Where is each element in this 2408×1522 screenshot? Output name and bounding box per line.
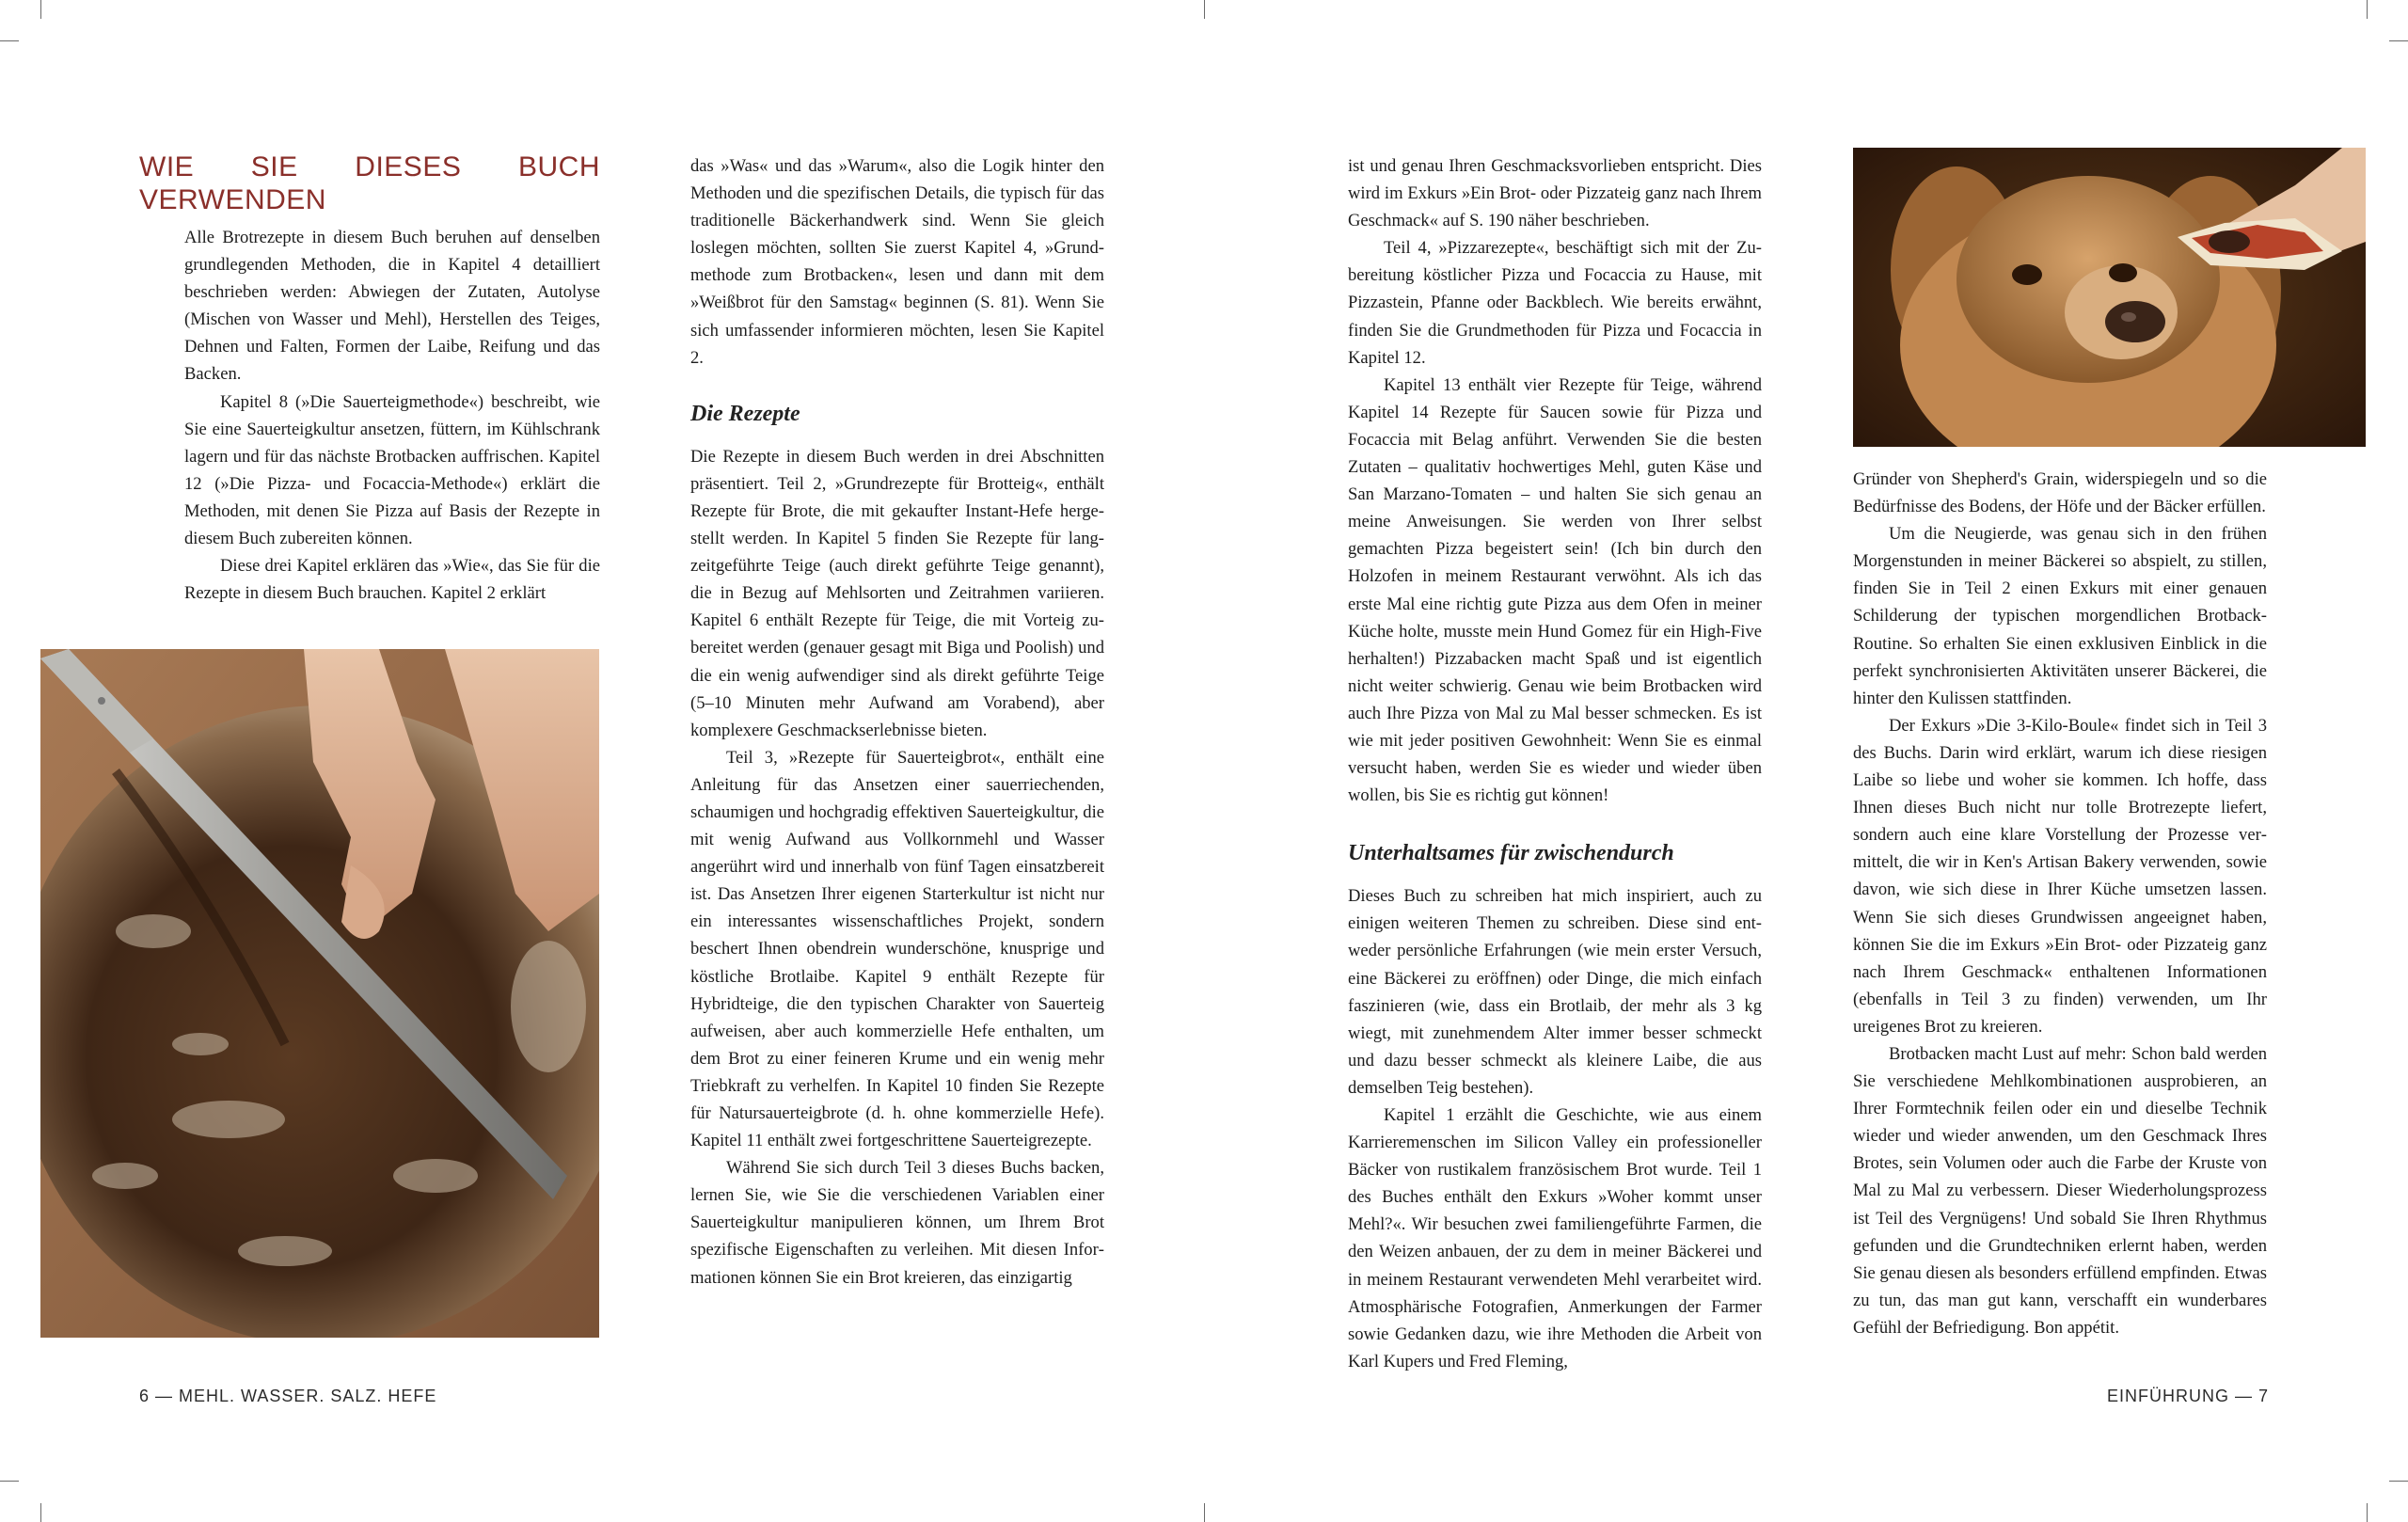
right-column-4: [1853, 466, 2267, 1341]
paragraph: ist und genau Ihren Geschmacksvorlieben entspricht. Dies wird im Exkurs »Ein Brot- oder Pizzateig ganz nach Ihrem Geschmack« auf S. 190 näher beschrieben.: [1348, 156, 1762, 231]
left-column-1: [139, 151, 600, 607]
paragraph: Kapitel 13 enthält vier Rezepte für Teige, während Kapitel 14 Rezepte für Saucen sowie für Pizza und Focaccia mit Belag anführt. Verwenden Sie die besten Zutaten – qualitativ hochwertiges Mehl, guten Käse und San Marzano-Tomaten – und halten Sie sich genau an meine Anweisungen. Sie werden von Ihrer selbst gemachten Pizza begeistert sein! (Ich bin durch den Holzofen in meinem Restaurant verwöhnt. Als ich das erste Mal eine richtig gute Pizza aus dem Ofen in meiner Küche holte, musste mein Hund Gomez für ein High-Five herhalten!) Pizzabacken macht Spaß und ist eigentlich nicht weiter schwierig. Genau wie beim Brotbacken wird auch Ihre Pizza von Mal zu Mal besser schmecken. Es ist wie mit jeder positiven Gewohnheit: Wenn Sie es einmal versucht haben, werden Sie es wieder und wieder üben wollen, bis Sie es richtig gut können!: [1348, 374, 1762, 806]
section-heading-rezepte: Die Rezepte: [690, 401, 800, 426]
section-heading-unterhaltsames: Unterhaltsames für zwischendurch: [1348, 841, 1674, 866]
paragraph: Um die Neugierde, was genau sich in den frühen Morgenstunden in meiner Bäckerei so abspielt, zu stillen, finden Sie in Teil 2 einen Exkurs mit einer genauen Schilderung der typischen morgendlichen Brotback-Routine. So erhalten Sie einen exklusiven Einblick in die perfekt synchronisierten Aktivitäten unserer Bäckerei, die hinter den Kulissen stattfinden.: [1853, 524, 2267, 708]
paragraph: Während Sie sich durch Teil 3 dieses Buchs backen, lernen Sie, wie Sie die verschiedenen Variablen einer Sauerteigkultur manipulieren können, um Ihrem Brot spezifische Eigenschaften zu verleihen. Mit diesen Informationen können Sie ein Brot kreieren, das einzigartig: [690, 1158, 1104, 1288]
bread-cutting-photo: [40, 649, 599, 1338]
footer-left: 6 — MEHL. WASSER. SALZ. HEFE: [139, 1387, 437, 1405]
paragraph: Diese drei Kapitel erklären das »Wie«, das Sie für die Rezepte in diesem Buch brauchen. Kapitel 2 erklärt: [184, 556, 600, 604]
footer-right: EINFÜHRUNG — 7: [2106, 1387, 2269, 1405]
paragraph: Teil 4, »Pizzarezepte«, beschäftigt sich mit der Zubereitung köstlicher Pizza und Focaccia zu Hause, mit Pizzastein, Pfanne oder Backblech. Wie bereits erwähnt, finden Sie die Grundmethoden für Pizza und Focaccia in Kapitel 12.: [1348, 238, 1762, 368]
paragraph: Alle Brotrezepte in diesem Buch beruhen auf denselben grundlegenden Methoden, die in Kapitel 4 detailliert beschrieben werden: Abwiegen der Zutaten, Autolyse (Mischen von Wasser und Mehl), Herstellen des Teiges, Dehnen und Falten, Formen der Laibe, Reifung und das Backen.: [184, 228, 600, 385]
paragraph: Kapitel 8 (»Die Sauerteigmethode«) beschreibt, wie Sie eine Sauerteigkultur ansetzen, füttern, im Kühlschrank lagern und für das nächste Brotbacken auffrischen. Kapitel 12 (»Die Pizza- und Focaccia-Methode«) erklärt die Methoden, mit denen Sie Pizza auf Basis der Rezepte in diesem Buch zubereiten können.: [184, 391, 600, 549]
crop-mark: [0, 40, 19, 41]
paragraph: Der Exkurs »Die 3-Kilo-Boule« findet sich in Teil 3 des Buchs. Darin wird erklärt, warum ich diese riesigen Laibe so liebe und woher sie kommen. Ich hoffe, dass Ihnen dieses Buch nicht nur tolle Brotrezepte liefert, sondern auch eine klare Vorstellung der Prozesse vermittelt, die wir in Ken's Artisan Bakery verwenden, sowie davon, wie sich diese in Ihrer Küche umsetzen lassen. Wenn Sie sich dieses Grundwissen angeeignet haben, können Sie die im Exkurs »Ein Brot- oder Pizzateig ganz nach Ihrem Geschmack« enthaltenen Informationen (ebenfalls in Teil 3 zu finden) verwenden, um Ihr ureigenes Brot zu kreieren.: [1853, 715, 2267, 1037]
dog-pizza-photo: [1853, 148, 2366, 447]
column-1-text: [184, 224, 600, 607]
crop-mark: [1204, 1503, 1205, 1522]
paragraph: Teil 3, »Rezepte für Sauerteigbrot«, enthält eine Anleitung für das Ansetzen einer sauerriechenden, schaumigen und hochgradig effektiven Sauerteigkultur, die mit wenig Aufwand aus Vollkornmehl und Wasser angerührt wird und innerhalb von fünf Tagen einsatzbereit ist. Das Ansetzen Ihrer eigenen Starterkultur ist nicht nur ein interessantes wissenschaftliches Projekt, sondern beschert Ihnen obendrein wunderschöne, knusprige und köstliche Brotlaibe. Kapitel 9 enthält Rezepte für Hybridteige, die den typischen Charakter von Sauerteig aufweisen, aber auch kommerzielle Hefe enthalten, um dem Brot zu einer feineren Krume und ein wenig mehr Triebkraft zu verhelfen. In Kapitel 10 finden Sie Rezepte für Natursauerteigbrote (d. h. ohne kommerzielle Hefe). Kapitel 11 enthält zwei fortgeschrittene Sauerteigrezepte.: [690, 747, 1104, 1151]
right-column-3: [1348, 152, 1762, 1375]
page-heading: WIE SIE DIESES BUCH VERWENDEN: [139, 151, 600, 215]
paragraph: das »Was« und das »Warum«, also die Logik hinter den Methoden und die spezifischen Details, die typisch für das traditionelle Bäckerhandwerk sind. Wenn Sie gleich loslegen möchten, sollten Sie zuerst Kapitel 4, »Grundmethode zum Brotbacken«, lesen und dann mit dem »Weißbrot für den Samstag« beginnen (S. 81). Wenn Sie sich umfassender informieren möchten, lesen Sie Kapitel 2.: [690, 156, 1104, 368]
paragraph: Brotbacken macht Lust auf mehr: Schon bald werden Sie verschiedene Mehlkombinationen ausprobieren, an Ihrer Formtechnik feilen oder ein und dieselbe Technik wieder und wieder anwenden, um den Geschmack Ihres Brotes, sein Volumen oder auch die Farbe der Kruste von Mal zu Mal zu verbessern. Dieser Wiederholungsprozess ist Teil des Vergnügens! Und sobald Sie Ihren Rhythmus gefunden und die Grundtechniken erlernt haben, werden Sie genau diesen als besonders erfüllend empfinden. Etwas zu tun, das man gut kann, verschafft ein wunderbares Gefühl der Befriedigung. Bon appétit.: [1853, 1043, 2267, 1338]
crop-mark: [2367, 0, 2368, 19]
crop-mark: [0, 1481, 19, 1482]
crop-mark: [2389, 1481, 2408, 1482]
paragraph: Die Rezepte in diesem Buch werden in drei Abschnitten präsentiert. Teil 2, »Grundrezepte für Brotteig«, enthält Rezepte für Brote, die mit gekaufter Instant-Hefe hergestellt werden. In Kapitel 5 finden Sie Rezepte für langzeitgeführte Teige (auch direkt geführte Teige genannt), die in Bezug auf Mehlsorten und Zeitrahmen variieren. Kapitel 6 enthält Rezepte für Teige, die mit Vorteig zubereitet werden (genauer gesagt mit Biga und Poolish) und die ein wenig aufwendiger sind als direkt geführte Teige (5–10 Minuten mehr Aufwand am Vorabend), aber komplexere Geschmackserlebnisse bieten.: [690, 446, 1104, 740]
crop-mark: [1204, 0, 1205, 19]
crop-mark: [2389, 40, 2408, 41]
crop-mark: [2367, 1503, 2368, 1522]
crop-mark: [40, 1503, 41, 1522]
paragraph: Kapitel 1 erzählt die Geschichte, wie aus einem Karrieremenschen im Silicon Valley ein professioneller Bäcker von rustikalem französischem Brot wurde. Teil 1 des Buches enthält den Exkurs »Woher kommt unser Mehl?«. Wir besuchen zwei familiengeführte Farmen, die den Weizen anbauen, der zu dem in meiner Bäckerei und in meinem Restaurant verwendeten Mehl verarbeitet wird. Atmosphärische Fotografien, Anmerkungen der Farmer sowie Gedanken dazu, wie ihre Methoden die Arbeit von Karl Kupers und Fred Fleming,: [1348, 1105, 1762, 1371]
left-column-2: [690, 152, 1104, 1292]
paragraph: Dieses Buch zu schreiben hat mich inspiriert, auch zu einigen weiteren Themen zu schreiben. Diese sind entweder persönliche Erfahrungen (wie mein erster Versuch, eine Bäckerei zu eröffnen) oder Dinge, die mich einfach faszinieren (wie, dass ein Brotlaib, der mehr als 3 kg wiegt, mit zunehmendem Alter immer besser schmeckt und dazu besser schmeckt als kleinere Laibe, die aus demselben Teig bestehen).: [1348, 886, 1762, 1098]
paragraph: Gründer von Shepherd's Grain, widerspiegeln und so die Bedürfnisse des Bodens, der Höfe und der Bäcker erfüllen.: [1853, 469, 2267, 517]
crop-mark: [40, 0, 41, 19]
